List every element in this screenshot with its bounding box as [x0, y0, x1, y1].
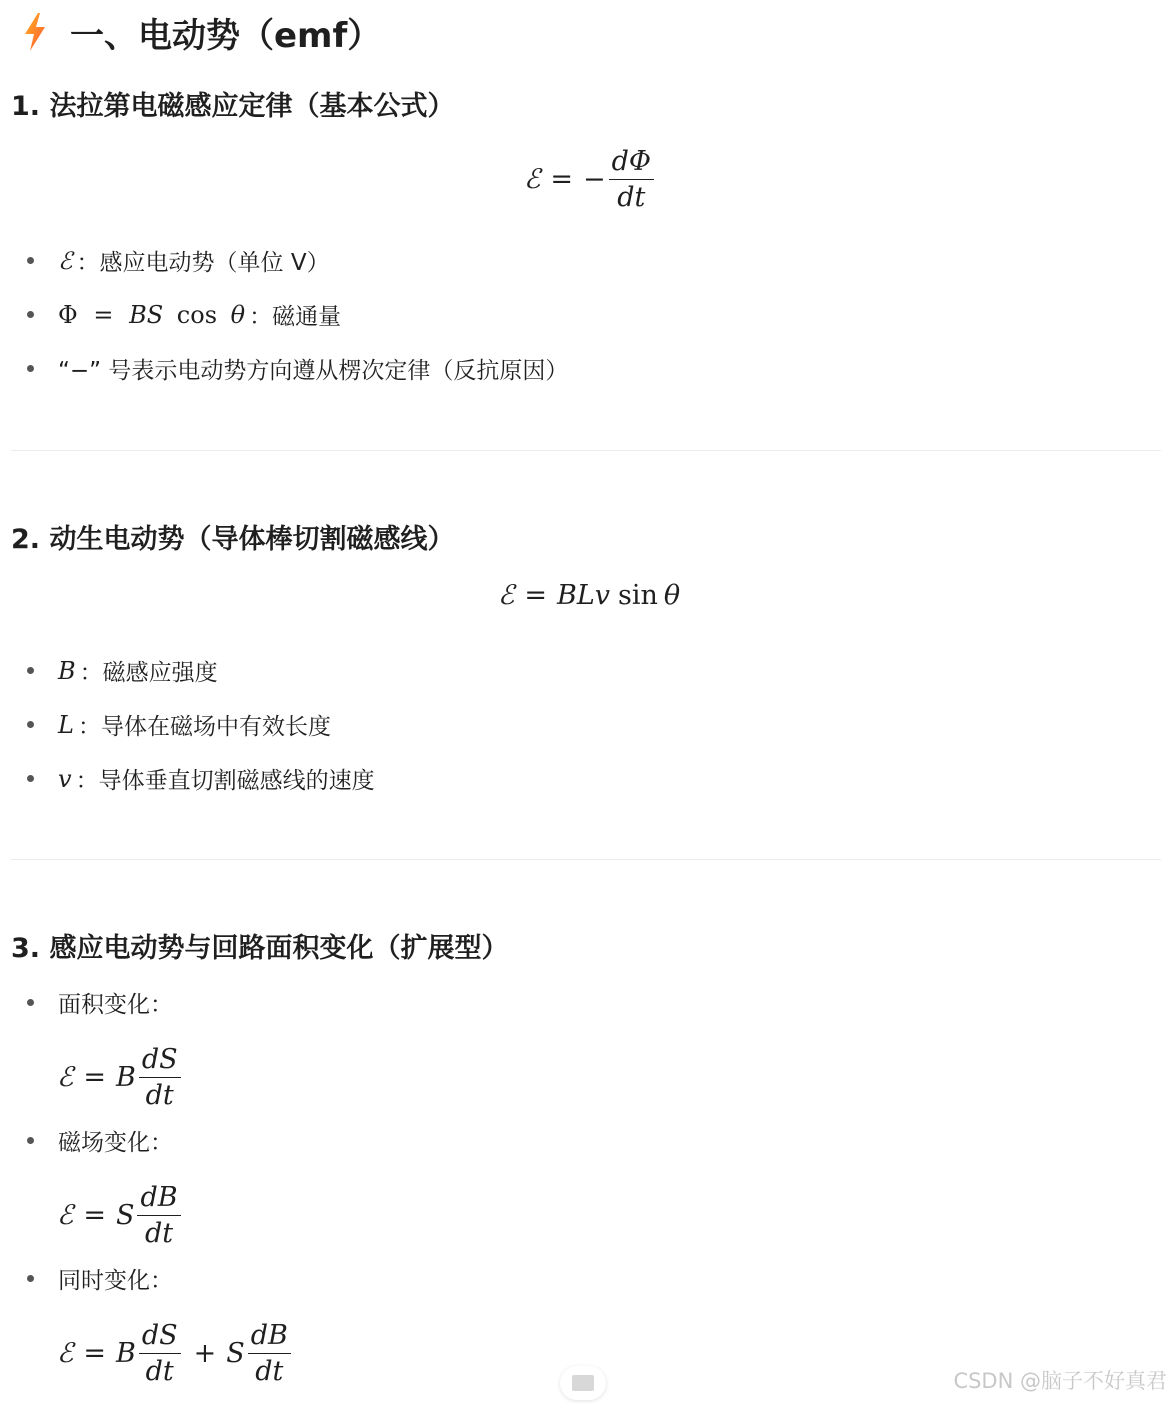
list-item-text: ：磁感应强度	[79, 660, 218, 686]
list-item	[27, 1262, 173, 1295]
math-token: Φ	[58, 300, 78, 329]
heading-faraday: 1. 法拉第电磁感应定律（基本公式）	[11, 91, 455, 122]
heading-area-change: 3. 感应电动势与回路面积变化（扩展型）	[11, 933, 509, 964]
list-item	[27, 762, 375, 795]
math-token: S	[226, 1338, 245, 1370]
formula-both-change	[57, 1320, 294, 1387]
divider	[11, 450, 1161, 451]
bullet-dot	[27, 1275, 34, 1282]
math-token: BS	[129, 300, 164, 329]
list-item-text: ：导体在磁场中有效长度	[77, 714, 331, 740]
inline-math: B	[58, 656, 76, 685]
bullet-dot	[27, 999, 34, 1006]
math-token: θ	[663, 580, 681, 611]
list-item	[27, 244, 330, 277]
inline-math	[58, 301, 245, 329]
scroll-down-button[interactable]	[560, 1366, 606, 1400]
bullet-dot	[27, 365, 34, 372]
minus-sign: −	[582, 164, 606, 196]
list-item	[27, 986, 173, 1019]
formula-motional-emf	[498, 580, 680, 611]
emf-symbol: ℰ	[57, 1338, 74, 1370]
formula-field-change	[57, 1182, 184, 1249]
scroll-down-icon	[572, 1375, 594, 1391]
list-item-text: 磁场变化：	[58, 1130, 173, 1156]
inline-math: v	[58, 764, 72, 793]
list-item-text: 面积变化：	[58, 992, 173, 1018]
lightning-bolt-icon	[22, 12, 48, 52]
emf-symbol: ℰ	[57, 1062, 74, 1094]
equals-sign: =	[524, 580, 547, 611]
section-title	[22, 8, 381, 56]
bullet-dot	[27, 667, 34, 674]
equals-sign: =	[83, 1338, 106, 1370]
formula-faraday	[524, 146, 657, 213]
list-item	[27, 298, 341, 331]
fraction-denominator: dt	[617, 182, 646, 214]
list-item-text: “−” 号表示电动势方向遵从楞次定律（反抗原因）	[58, 358, 569, 384]
heading-motional-emf: 2. 动生电动势（导体棒切割磁感线）	[11, 524, 455, 555]
math-token: θ	[230, 300, 246, 329]
math-token: B	[115, 1062, 136, 1094]
inline-math: ℰ	[58, 246, 73, 275]
bullet-dot	[27, 775, 34, 782]
fraction-ds-dt	[139, 1320, 181, 1387]
bullet-dot	[27, 1137, 34, 1144]
plus-sign: +	[193, 1338, 217, 1370]
fraction-denominator: dt	[145, 1080, 174, 1112]
list-item-text: ：导体垂直切割磁感线的速度	[75, 768, 375, 794]
equals-sign: =	[83, 1062, 106, 1094]
watermark: CSDN @脑子不好真君	[953, 1369, 1167, 1393]
divider	[11, 859, 1161, 860]
fraction-numerator: dΦ	[609, 146, 654, 180]
formula-area-change	[57, 1044, 184, 1111]
fraction-dphi-dt	[609, 146, 654, 213]
math-token: B	[115, 1338, 136, 1370]
fraction-ds-dt	[139, 1044, 181, 1111]
math-token: sin	[618, 580, 658, 611]
equals-sign: =	[550, 164, 573, 196]
emf-symbol: ℰ	[524, 164, 541, 196]
math-token: S	[115, 1200, 135, 1232]
inline-math: L	[58, 710, 74, 739]
fraction-db-dt	[137, 1182, 180, 1249]
list-item-text: 同时变化：	[58, 1268, 173, 1294]
fraction-numerator: dB	[248, 1320, 291, 1354]
fraction-denominator: dt	[145, 1356, 174, 1388]
list-item	[27, 708, 331, 741]
list-item	[27, 1124, 173, 1157]
list-item	[27, 352, 568, 385]
section-title-text: 一、电动势（emf）	[70, 15, 382, 56]
math-token: =	[93, 300, 114, 329]
bullet-dot	[27, 721, 34, 728]
list-item-text: ：感应电动势（单位 V）	[76, 250, 330, 276]
fraction-numerator: dS	[139, 1044, 181, 1078]
fraction-numerator: dS	[139, 1320, 181, 1354]
math-token: BLv	[556, 580, 611, 611]
bullet-dot	[27, 257, 34, 264]
fraction-denominator: dt	[144, 1218, 174, 1250]
equals-sign: =	[83, 1200, 106, 1232]
fraction-denominator: dt	[255, 1356, 284, 1388]
math-token: cos	[176, 300, 218, 329]
emf-symbol: ℰ	[57, 1200, 74, 1232]
fraction-db-dt	[248, 1320, 291, 1387]
list-item-text: ：磁通量	[249, 304, 342, 330]
bullet-dot	[27, 311, 34, 318]
emf-symbol: ℰ	[498, 580, 515, 611]
list-item	[27, 654, 218, 687]
fraction-numerator: dB	[137, 1182, 180, 1216]
